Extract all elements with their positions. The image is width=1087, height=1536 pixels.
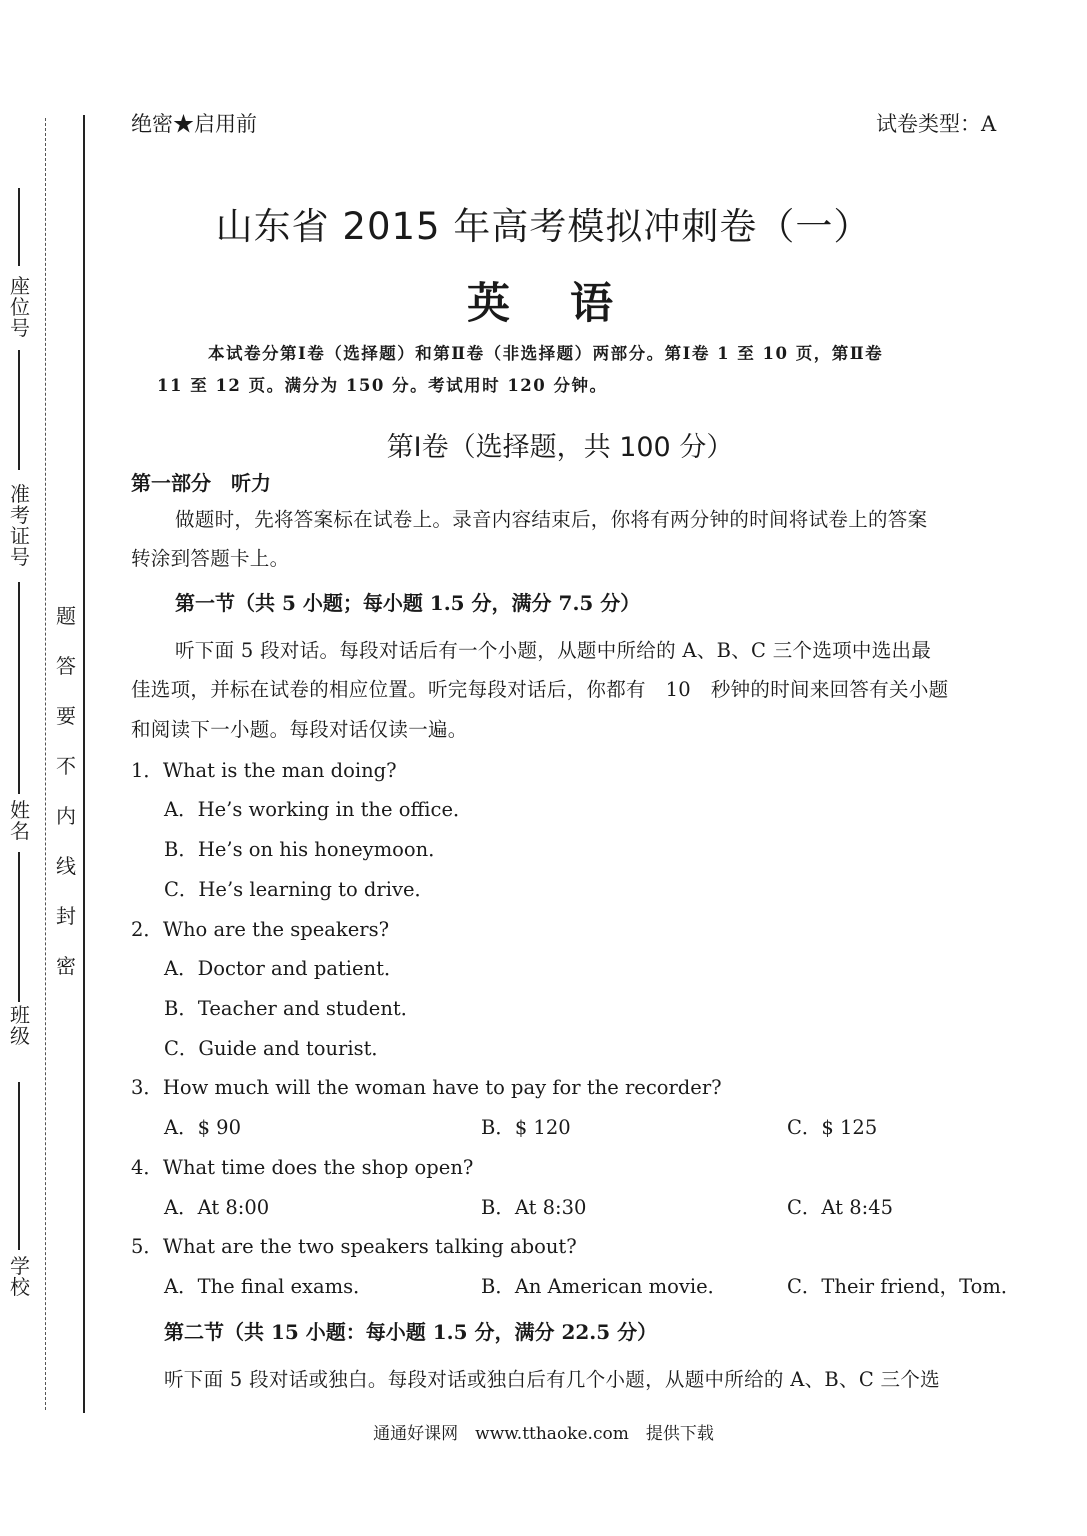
volume-1-title: 第Ⅰ卷（选择题，共 100 分） [386,432,734,463]
question-3-option-a: A．$ 90 [164,1116,242,1139]
seal-char-6: 线 [56,854,76,878]
seat-number-label: 座位号 [10,274,30,340]
paper-type-label: 试卷类型：A [876,112,997,136]
part1-instruction-line-2: 转涂到答题卡上。 [131,547,290,570]
intro-line-1: 本试卷分第Ⅰ卷（选择题）和第Ⅱ卷（非选择题）两部分。第Ⅰ卷 1 至 10 页，第Ⅱ卷 [208,344,884,363]
class-label: 班级 [10,1003,30,1048]
question-1-option-c: C．He’s learning to drive． [164,878,435,901]
section1-instruction-line-2: 佳选项，并标在试卷的相应位置。听完每段对话后，你都有 10 秒钟的时间来回答有关小题 [131,678,949,701]
name-rule [18,852,20,1002]
question-2-option-a: A．Doctor and patient． [164,957,404,980]
question-4-option-b: B．At 8:30 [481,1196,587,1219]
part1-instruction-line-1: 做题时，先将答案标在试卷上。录音内容结束后，你将有两分钟的时间将试卷上的答案 [175,508,928,531]
question-3-option-b: B．$ 120 [481,1116,571,1139]
question-5-option-b: B．An American movie． [481,1275,728,1298]
question-3-stem: 3．How much will the woman have to pay for the recorder? [131,1076,722,1099]
question-1-stem: 1．What is the man doing? [131,759,397,782]
question-2-option-b: B．Teacher and student． [164,997,421,1020]
question-5-stem: 5．What are the two speakers talking about? [131,1235,577,1258]
exam-number-label: 准考证号 [10,482,30,569]
seal-char-1: 题 [56,604,76,628]
section1-instruction-line-1: 听下面 5 段对话。每段对话后有一个小题，从题中所给的 A、B、C 三个选项中选出最 [175,639,932,662]
class-rule [18,1082,20,1250]
question-5-option-a: A．The final exams． [164,1275,373,1298]
question-1-option-a: A．He’s working in the office． [164,798,473,821]
secrecy-label: 绝密★启用前 [131,112,257,136]
intro-line-2: 11 至 12 页。满分为 150 分。考试用时 120 分钟。 [157,376,608,395]
question-3-option-c: C．$ 125 [787,1116,878,1139]
question-2-option-c: C．Guide and tourist． [164,1037,391,1060]
question-4-stem: 4．What time does the shop open? [131,1156,474,1179]
section2-instruction-line-1: 听下面 5 段对话或独白。每段对话或独白后有几个小题，从题中所给的 A、B、C 三个选 [164,1368,940,1391]
exam-title: 山东省 2015 年高考模拟冲刺卷（一） [215,205,872,248]
question-4-option-a: A．At 8:00 [164,1196,270,1219]
exam-number-rule [18,582,20,794]
question-5-option-c: C．Their friend，Tom． [787,1275,1021,1298]
name-label: 姓名 [10,798,30,843]
question-4-option-c: C．At 8:45 [787,1196,893,1219]
part1-heading: 第一部分 听力 [131,471,271,495]
seal-char-2: 答 [56,654,76,678]
section1-heading: 第一节（共 5 小题；每小题 1.5 分，满分 7.5 分） [175,591,641,615]
seal-char-5: 内 [56,804,76,828]
school-label: 学校 [10,1254,30,1299]
seal-char-4: 不 [56,754,76,778]
seal-char-3: 要 [56,704,76,728]
question-2-stem: 2．Who are the speakers? [131,918,390,941]
section2-heading: 第二节（共 15 小题：每小题 1.5 分，满分 22.5 分） [164,1320,658,1344]
question-1-option-b: B．He’s on his honeymoon． [164,838,448,861]
seal-char-7: 封 [56,904,76,928]
seal-char-8: 密 [56,954,76,978]
footer-source: 通通好课网 www.tthaoke.com 提供下载 [373,1424,714,1444]
section1-instruction-line-3: 和阅读下一小题。每段对话仅读一遍。 [131,718,468,741]
subject-title: 英语 [467,279,673,329]
